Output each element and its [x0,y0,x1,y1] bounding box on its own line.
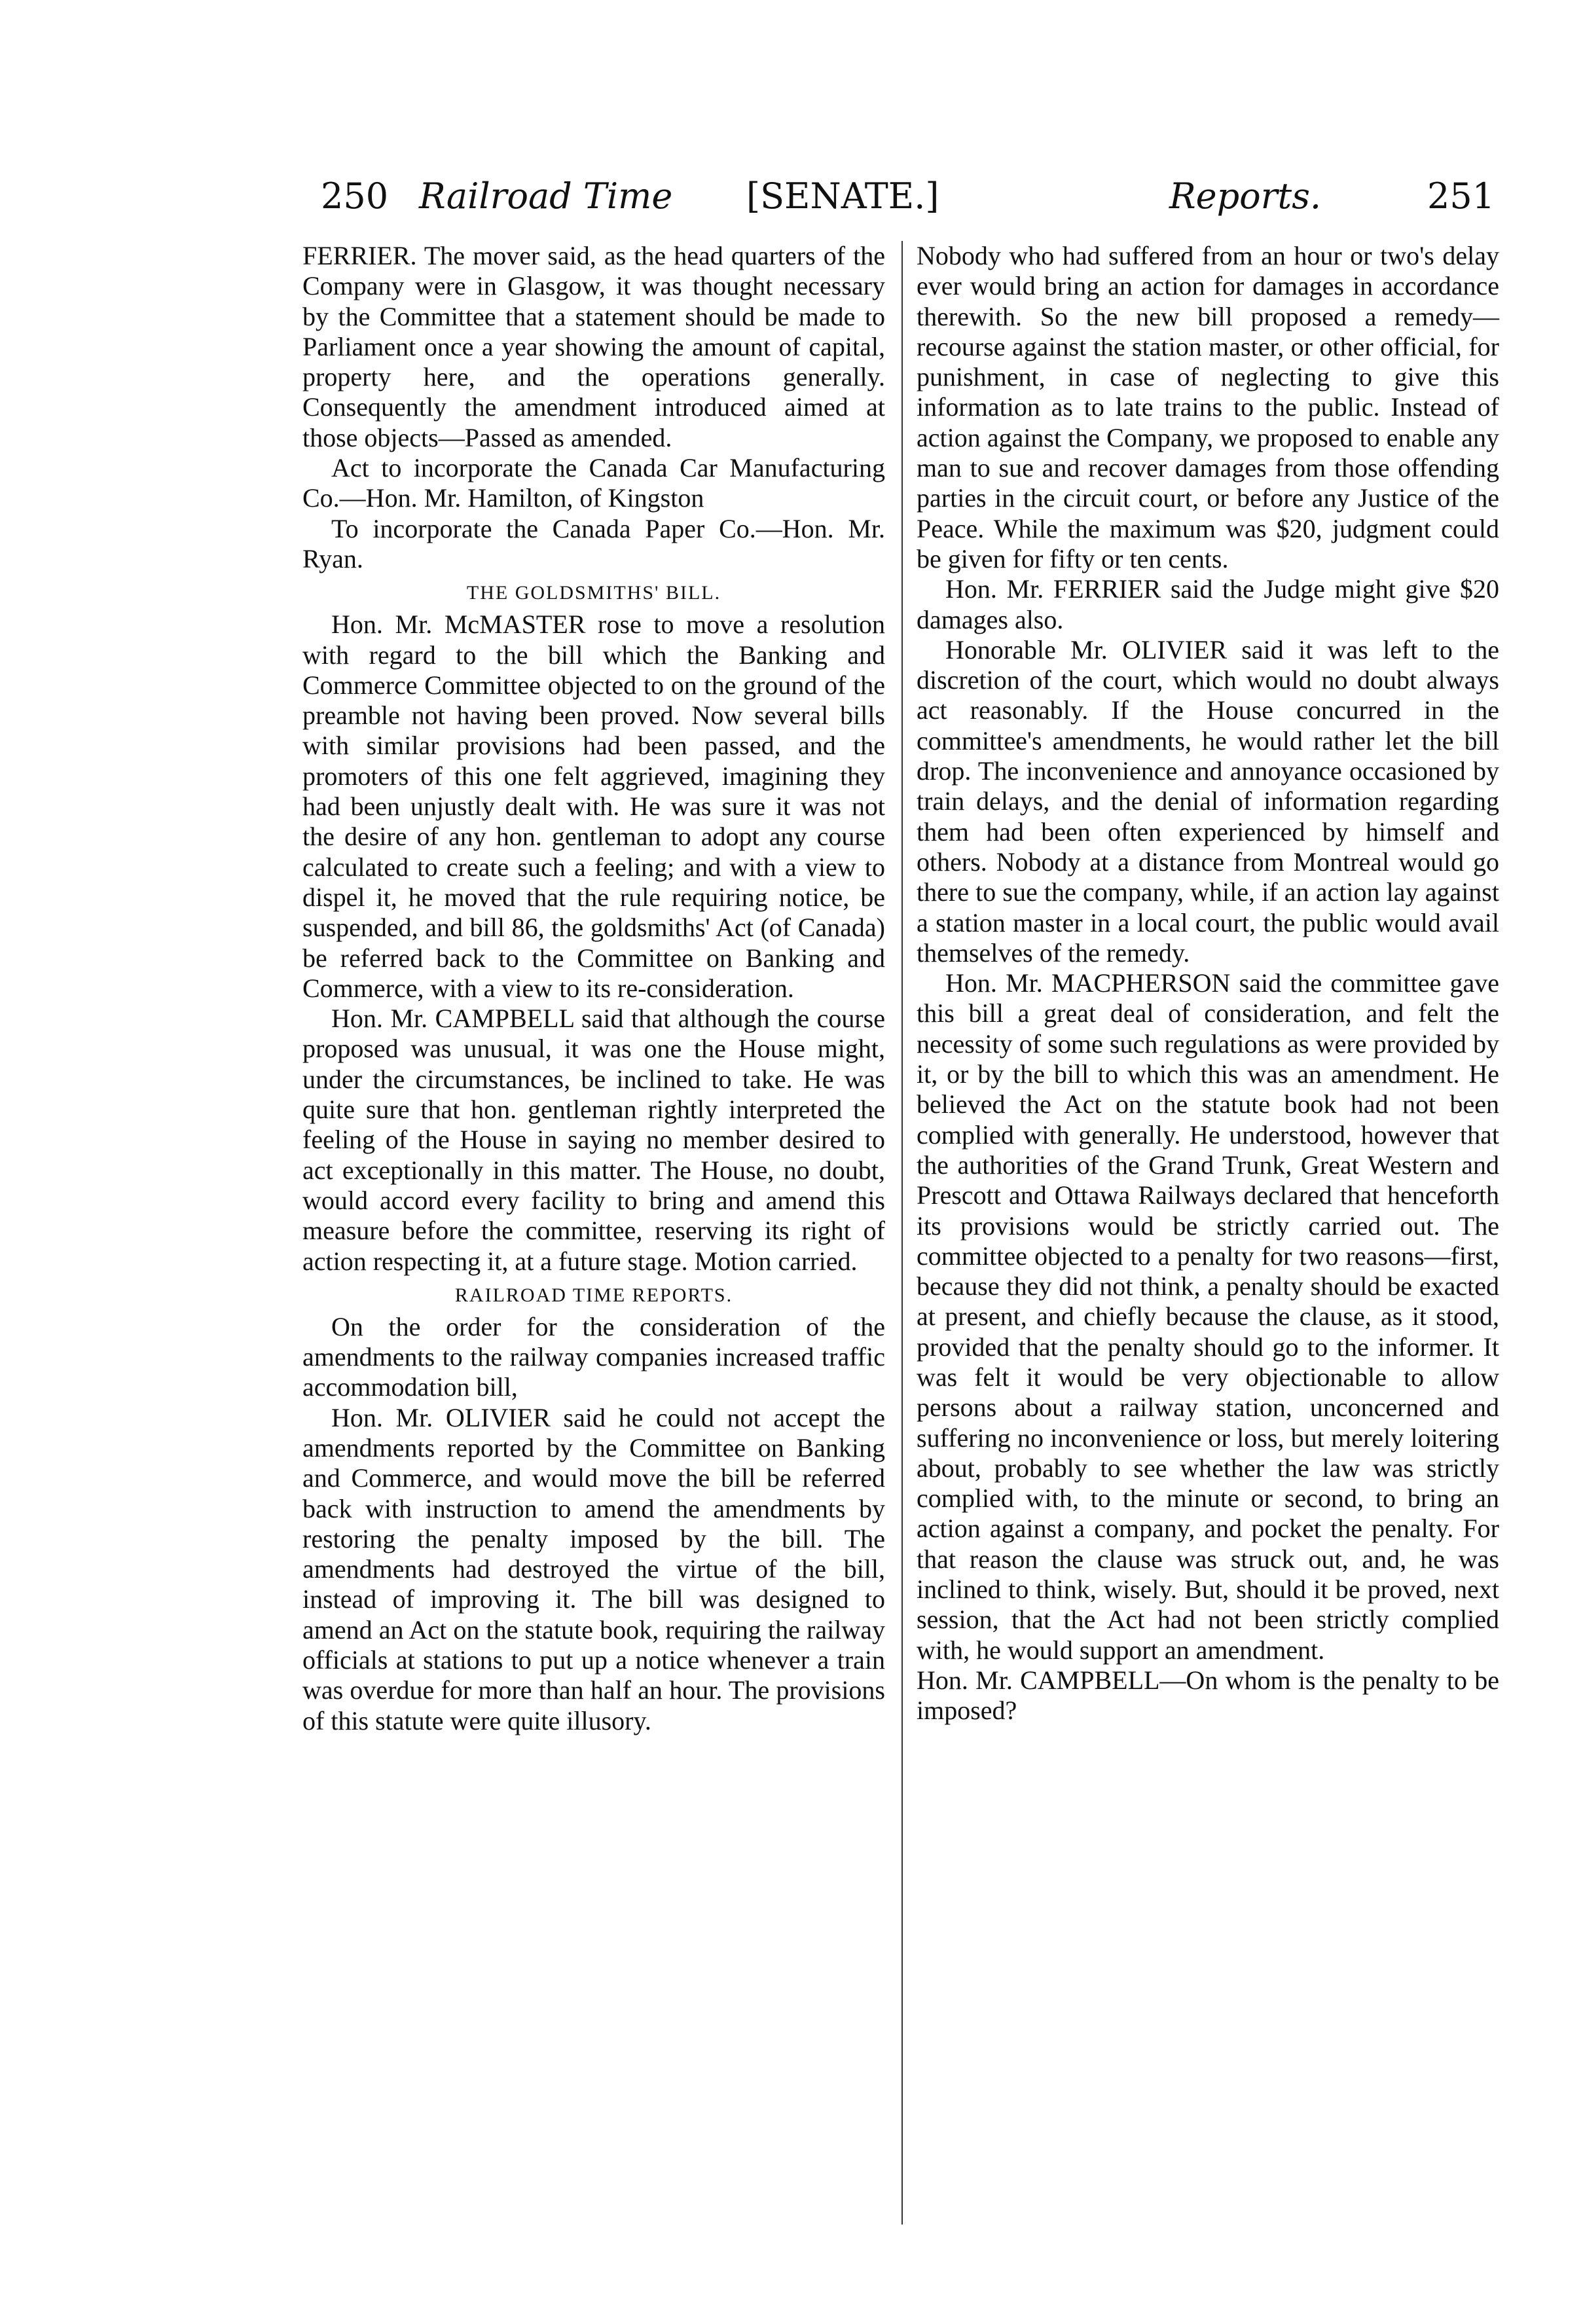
section-heading: RAILROAD TIME REPORTS. [454,1284,733,1306]
paragraph: FERRIER. The mover said, as the head quarters of the Company were in Glasgow, it was thought necessary by the Committee that a statement should be made to Parliament once a year showing the amount of capital, property here, and the operations generally. Consequently the amendment introduced aimed at those objects—Passed as amended. [302,241,885,452]
paragraph: Hon. Mr. OLIVIER said he could not accept the amendments reported by the Committee on Banking and Commerce, and would move the bill be referred back with instruction to amend the amendments by restoring the penalty imposed by the bill. The amendments had destroyed the virtue of the bill, instead of improving it. The bill was designed to amend an Act on the statute book, requiring the railway officials at stations to put up a notice whenever a train was overdue for more than half an hour. The provisions of this statute were quite illusory. [302,1402,885,1735]
left-running-title: Railroad Time [419,175,673,217]
paragraph: Hon. Mr. FERRIER said the Judge might give $20 damages also. [917,574,1499,634]
paragraph: On the order for the consideration of the amendments to the railway companies increased traffic accommodation bill, [302,1311,885,1402]
right-running-title: Reports. [1169,175,1322,217]
paragraph: Honorable Mr. OLIVIER said it was left to the discretion of the court, which would no doubt always act reasonably. If the House concurred in the committee's amendments, he would rather let the bill drop. The inconvenience and annoyance occasioned by train delays, and the denial of information regarding them had been often experienced by himself and others. Nobody at a distance from Montreal would go there to sue the company, while, if an action lay against a station master in a local court, the public would avail themselves of the remedy. [917,634,1499,968]
paragraph: Hon. Mr. CAMPBELL said that although the course proposed was unusual, it was one the House might, under the circumstances, be inclined to take. He was quite sure that hon. gentleman rightly interpreted the feeling of the House in saying no member desired to act exceptionally in this matter. The House, no doubt, would accord every facility to bring and amend this measure before the committee, reserving its right of action respecting it, at a future stage. Motion carried. [302,1004,885,1276]
left-page-number: 250 [321,175,389,217]
page-header [321,175,1506,221]
paragraph: To incorporate the Canada Paper Co.—Hon. Mr. Ryan. [302,513,885,573]
section-heading: THE GOLDSMITHS' BILL. [466,582,721,604]
column-divider [901,241,903,2224]
text-columns [302,241,1512,2224]
left-column [302,241,885,1736]
chamber-title: [SENATE.] [746,175,939,217]
paragraph: Act to incorporate the Canada Car Manufacturing Co.—Hon. Mr. Hamilton, of Kingston [302,453,885,513]
paragraph: Hon. Mr. CAMPBELL—On whom is the penalty to be imposed? [917,1665,1499,1726]
paragraph: Hon. Mr. MACPHERSON said the committee gave this bill a great deal of consideration, and felt the necessity of some such regulations as were provided by it, or by the bill to which this was an amendment. He believed the Act on the statute book had not been complied with generally. He understood, however that the authorities of the Grand Trunk, Great Western and Prescott and Ottawa Railways declared that henceforth its provisions would be strictly carried out. The committee objected to a penalty for two reasons—first, because they did not think, a penalty should be exacted at present, and chiefly because the clause, as it stood, provided that the penalty should go to the informer. It was felt it would be very objectionable to allow persons about a railway station, unconcerned and suffering no inconvenience or loss, but merely loitering about, probably to see whether the law was strictly complied with, to the minute or second, to bring an action against a company, and pocket the penalty. For that reason the clause was struck out, and, he was inclined to think, wisely. But, should it be proved, next session, that the Act had not been strictly complied with, he would support an amendment. [917,968,1499,1665]
right-page-number: 251 [1427,175,1495,217]
paragraph: Hon. Mr. McMASTER rose to move a resolution with regard to the bill which the Banking and Commerce Committee objected to on the ground of the preamble not having been proved. Now several bills with similar provisions had been passed, and the promoters of this one felt aggrieved, imagining they had been unjustly dealt with. He was sure it was not the desire of any hon. gentleman to adopt any course calculated to create such a feeling; and with a view to dispel it, he moved that the rule requiring notice, be suspended, and bill 86, the goldsmiths' Act (of Canada) be referred back to the Committee on Banking and Commerce, with a view to its re-consideration. [302,609,885,1003]
right-column [917,241,1499,1726]
paragraph: Nobody who had suffered from an hour or two's delay ever would bring an action for damages in accordance therewith. So the new bill proposed a remedy—recourse against the station master, or other official, for punishment, in case of neglecting to give this information as to late trains to the public. Instead of action against the Company, we proposed to enable any man to sue and recover damages from those offending parties in the circuit court, or before any Justice of the Peace. While the maximum was $20, judgment could be given for fifty or ten cents. [917,241,1499,573]
